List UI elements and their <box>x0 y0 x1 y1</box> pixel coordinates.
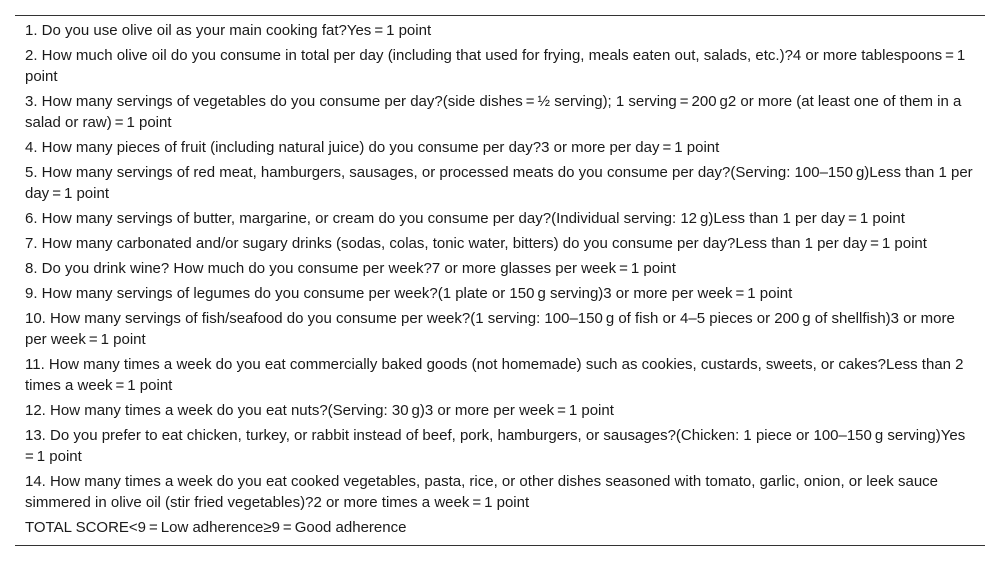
table-row <box>15 306 985 352</box>
table-row <box>15 89 985 135</box>
table-row <box>15 206 985 231</box>
question-5-cell: 5. How many servings of red meat, hamburgers, sausages, or processed meats do you consume per day?(Serving: 100–150 g)Less than 1 per day = 1 point <box>25 164 973 202</box>
question-9-cell: 9. How many servings of legumes do you consume per week?(1 plate or 150 g serving)3 or more per week = 1 point <box>25 285 793 302</box>
table-row <box>15 231 985 256</box>
question-1-cell: 1. Do you use olive oil as your main cooking fat?Yes = 1 point <box>25 22 432 39</box>
question-8-cell: 8. Do you drink wine? How much do you consume per week?7 or more glasses per week = 1 point <box>25 260 676 277</box>
total-score-cell: TOTAL SCORE<9 = Low adherence≥9 = Good adherence <box>25 519 407 536</box>
question-11-cell: 11. How many times a week do you eat commercially baked goods (not homemade) such as cookies, custards, sweets, or cakes?Less than 2 times a week = 1 point <box>25 356 964 394</box>
table-row <box>15 398 985 423</box>
questionnaire-table-frame <box>15 15 985 546</box>
question-13-cell: 13. Do you prefer to eat chicken, turkey, or rabbit instead of beef, pork, hamburgers, or sausages?(Chicken: 1 piece or 100–150 g serving)Yes = 1 point <box>25 427 969 465</box>
table-row <box>15 256 985 281</box>
question-3-cell: 3. How many servings of vegetables do you consume per day?(side dishes = ½ serving); 1 serving = 200 g2 or more (at least one of them in a salad or raw) = 1 point <box>25 93 962 131</box>
table-row <box>15 469 985 515</box>
question-10-cell: 10. How many servings of fish/seafood do you consume per week?(1 serving: 100–150 g of fish or 4–5 pieces or 200 g of shellfish)3 or more per week = 1 point <box>25 310 955 348</box>
table-row <box>15 18 985 43</box>
question-12-cell: 12. How many times a week do you eat nuts?(Serving: 30 g)3 or more per week = 1 point <box>25 402 614 419</box>
table-row <box>15 135 985 160</box>
question-2-cell: 2. How much olive oil do you consume in total per day (including that used for frying, meals eaten out, salads, etc.)?4 or more tablespoons = 1 point <box>25 47 966 85</box>
table-row <box>15 515 985 540</box>
table-row <box>15 423 985 469</box>
table-row <box>15 281 985 306</box>
table-row <box>15 352 985 398</box>
question-6-cell: 6. How many servings of butter, margarine, or cream do you consume per day?(Individual serving: 12 g)Less than 1 per day = 1 point <box>25 210 905 227</box>
questionnaire-table <box>15 18 985 540</box>
question-7-cell: 7. How many carbonated and/or sugary drinks (sodas, colas, tonic water, bitters) do you consume per day?Less than 1 per day = 1 point <box>25 235 927 252</box>
table-row <box>15 160 985 206</box>
question-14-cell: 14. How many times a week do you eat cooked vegetables, pasta, rice, or other dishes seasoned with tomato, garlic, onion, or leek sauce simmered in olive oil (stir fried vegetables)?2 or more times a week = 1 point <box>25 473 939 511</box>
table-row <box>15 43 985 89</box>
question-4-cell: 4. How many pieces of fruit (including natural juice) do you consume per day?3 or more per day = 1 point <box>25 139 720 156</box>
